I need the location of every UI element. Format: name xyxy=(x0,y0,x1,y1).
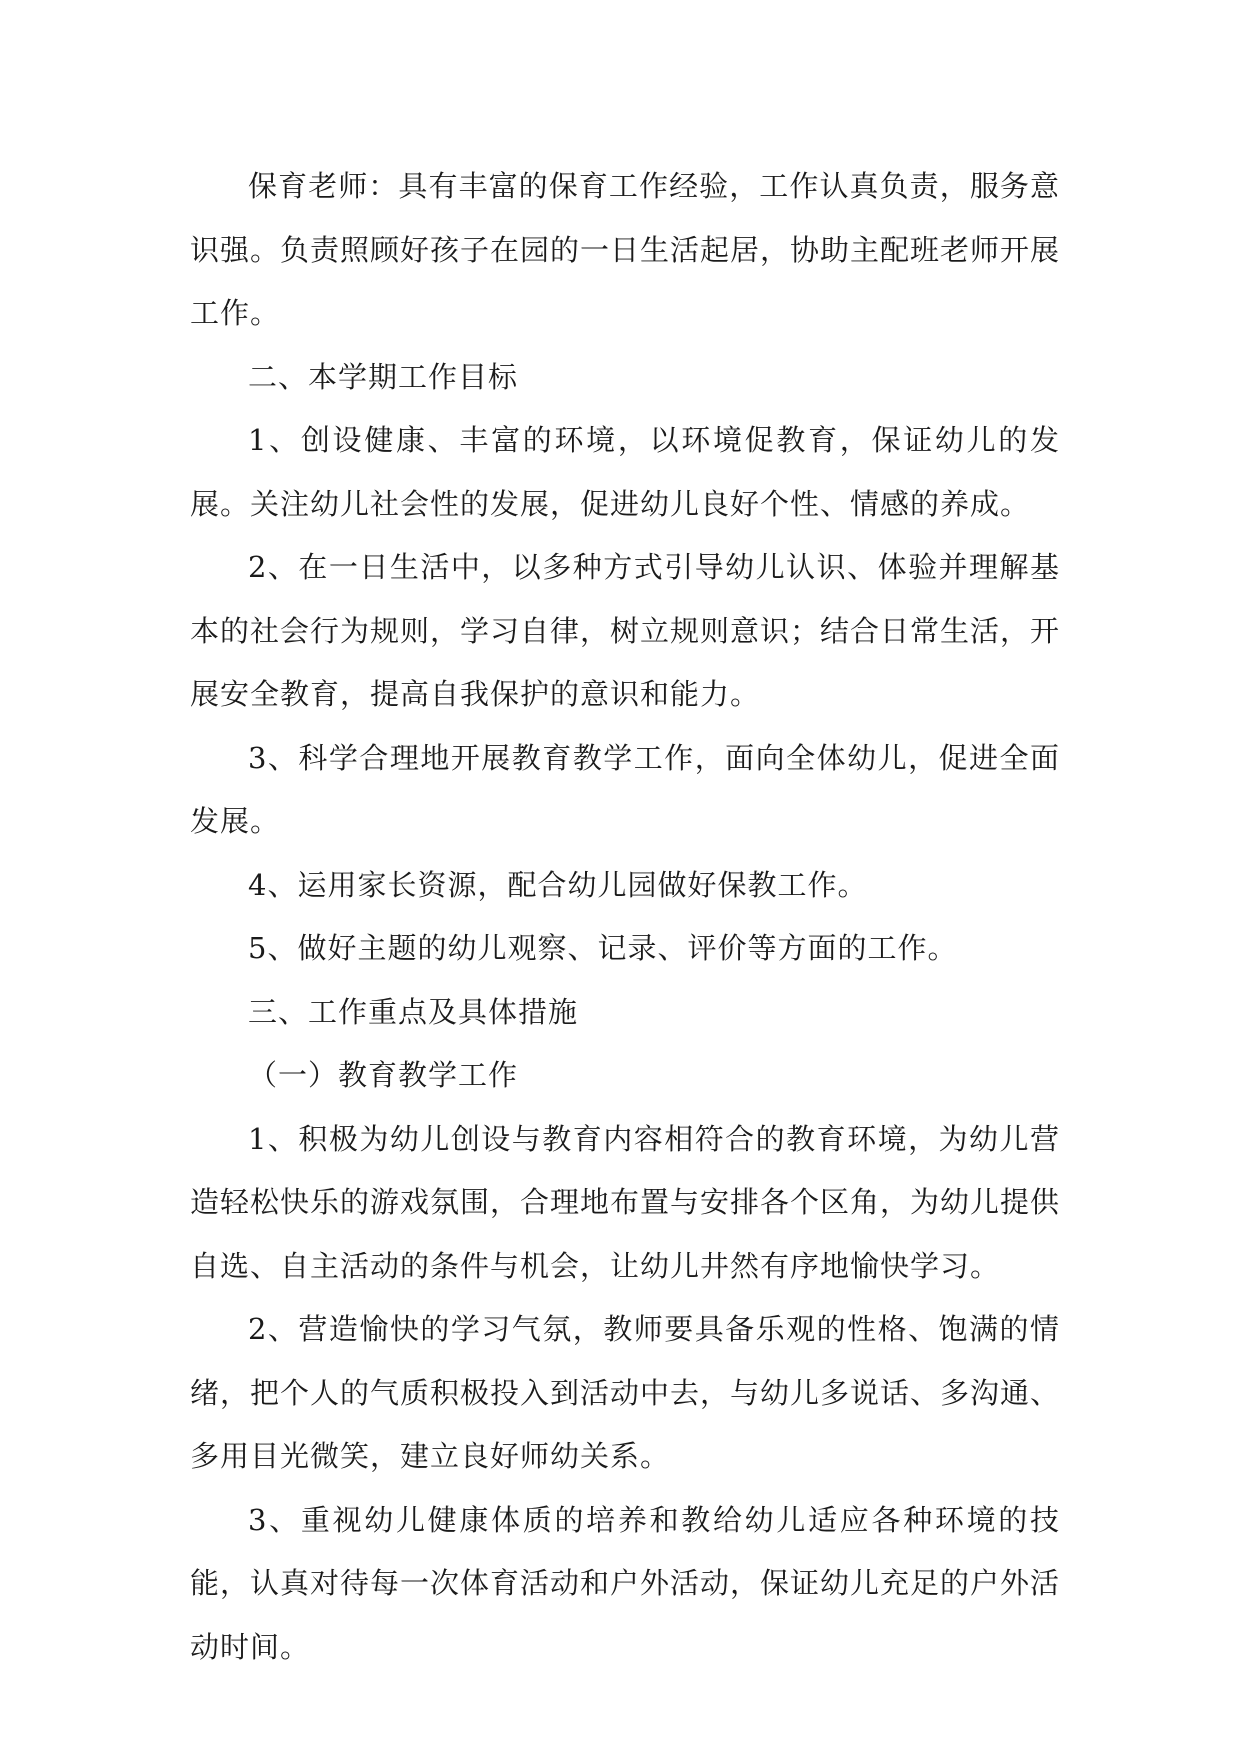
section-heading-key-work-measures: 三、工作重点及具体措施 xyxy=(248,994,579,1029)
subsection-heading-teaching-work: （一）教育教学工作 xyxy=(248,1058,519,1092)
document-body xyxy=(190,155,1060,1679)
paragraph-goal-2: 2、在一日生活中，以多种方式引导幼儿认识、体验并理解基本的社会行为规则，学习自律，树立规则意识；结合日常生活，开展安全教育，提高自我保护的意识和能力。 xyxy=(190,550,1061,711)
paragraph-goal-5: 5、做好主题的幼儿观察、记录、评价等方面的工作。 xyxy=(248,931,958,965)
paragraph-measure-2: 2、营造愉快的学习气氛，教师要具备乐观的性格、饱满的情绪，把个人的气质积极投入到活动中去，与幼儿多说话、多沟通、多用目光微笑，建立良好师幼关系。 xyxy=(190,1312,1061,1473)
section-heading-semester-goals: 二、本学期工作目标 xyxy=(248,359,519,394)
paragraph-goal-1: 1、创设健康、丰富的环境，以环境促教育，保证幼儿的发展。关注幼儿社会性的发展，促进幼儿良好个性、情感的养成。 xyxy=(190,423,1060,521)
paragraph-goal-4: 4、运用家长资源，配合幼儿园做好保教工作。 xyxy=(248,867,868,902)
paragraph-measure-3: 3、重视幼儿健康体质的培养和教给幼儿适应各种环境的技能，认真对待每一次体育活动和户外活动，保证幼儿充足的户外活动时间。 xyxy=(190,1502,1061,1664)
paragraph-goal-3: 3、科学合理地开展教育教学工作，面向全体幼儿，促进全面发展。 xyxy=(190,740,1060,838)
paragraph-nursery-teacher: 保育老师：具有丰富的保育工作经验，工作认真负责，服务意识强。负责照顾好孩子在园的一日生活起居，协助主配班老师开展工作。 xyxy=(190,169,1061,330)
paragraph-measure-1: 1、积极为幼儿创设与教育内容相符合的教育环境，为幼儿营造轻松快乐的游戏氛围，合理地布置与安排各个区角，为幼儿提供自选、自主活动的条件与机会，让幼儿井然有序地愉快学习。 xyxy=(190,1121,1061,1283)
